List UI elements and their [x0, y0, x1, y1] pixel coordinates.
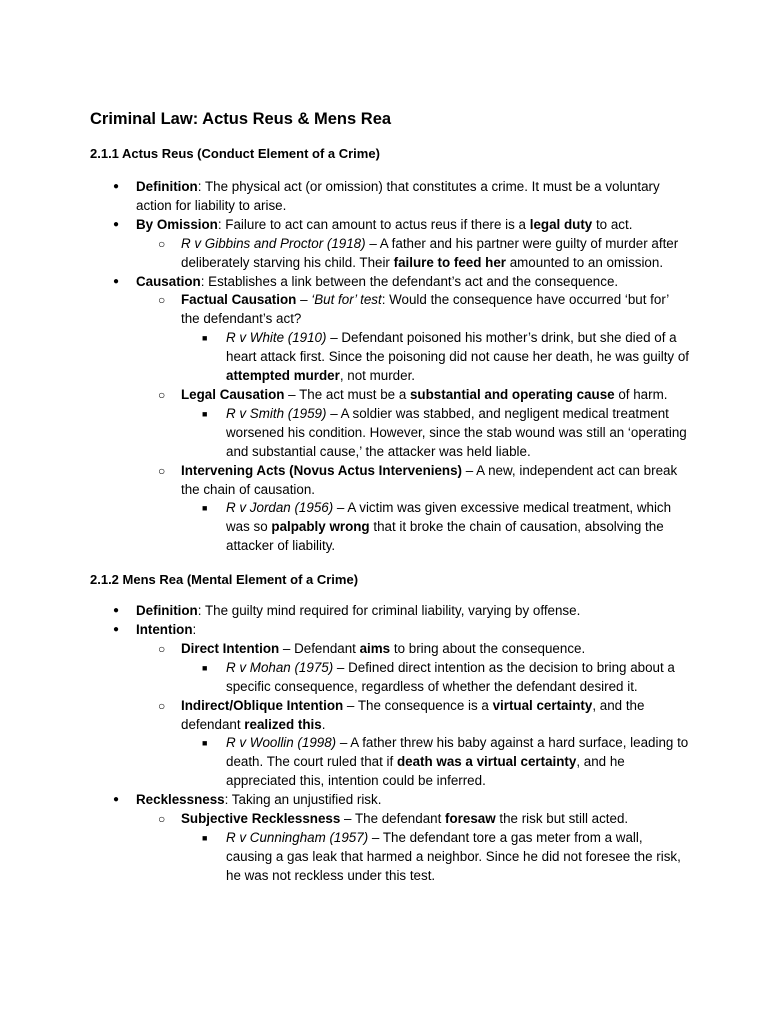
list-item-level-1 [90, 621, 690, 640]
list-item-level-3 [90, 734, 690, 791]
bold-term: aims [359, 640, 391, 656]
list-item-level-2 [90, 235, 690, 273]
text-run: , and the defendant [181, 697, 645, 732]
list-item-level-2 [90, 697, 690, 735]
filled-circle-bullet-icon: ● [113, 794, 120, 806]
document-title: Criminal Law: Actus Reus & Mens Rea [90, 110, 392, 128]
actus-reus-list [90, 178, 690, 556]
text-run: – A father and his partner were guilty of murder after deliberately starving his child. Their [181, 235, 679, 270]
bold-term: failure to feed her [393, 254, 506, 270]
filled-circle-bullet-icon: ● [113, 624, 120, 636]
case-citation: R v Smith (1959) [226, 405, 327, 421]
text-run: , and he appreciated this, intention could be inferred. [226, 754, 625, 789]
hollow-circle-bullet-icon: ○ [158, 236, 166, 251]
mens-rea-list [90, 602, 690, 886]
list-item-level-2 [90, 640, 690, 659]
text-run: the risk but still acted. [495, 811, 629, 827]
text-run: : Establishes a link between the defendant’s act and the consequence. [200, 273, 619, 289]
square-bullet-icon: ■ [202, 662, 208, 673]
hollow-circle-bullet-icon: ○ [158, 387, 166, 402]
text-run: – The defendant [340, 811, 446, 827]
list-item-level-3 [90, 829, 690, 886]
bold-term: legal duty [529, 216, 593, 232]
text-run: that it broke the chain of causation, absolving the attacker of liability. [226, 519, 664, 554]
text-run: – A new, independent act can break the chain of causation. [181, 462, 678, 497]
text-run: . [321, 716, 326, 732]
list-item-level-2 [90, 291, 690, 329]
filled-circle-bullet-icon: ● [113, 181, 120, 192]
text-run: – The defendant tore a gas meter from a wall, causing a gas leak that harmed a neighbor. Since he did not foresee the risk, he was not reckless under this test. [226, 830, 681, 883]
text-run: – Defendant poisoned his mother’s drink, but she died of a heart attack first. Since the poisoning did not cause her death, he was guilty of [226, 330, 689, 365]
text-run: : Failure to act can amount to actus reus if there is a [217, 216, 530, 232]
text-run: – The act must be a [284, 386, 410, 402]
hollow-circle-bullet-icon: ○ [158, 463, 166, 478]
text-run: : Would the consequence have occurred ‘but for’ the defendant’s act? [181, 292, 669, 327]
bold-term: Intervening Acts (Novus Actus Interveniens) [181, 462, 463, 478]
list-item-level-2 [90, 810, 690, 829]
bold-term: By Omission [136, 216, 218, 232]
text-run: of harm. [614, 386, 668, 402]
section-heading-actus-reus: 2.1.1 Actus Reus (Conduct Element of a Crime) [90, 146, 380, 161]
case-citation: R v Cunningham (1957) [226, 830, 369, 845]
hollow-circle-bullet-icon: ○ [158, 698, 166, 713]
case-citation: R v White (1910) [226, 330, 327, 346]
text-run: – The consequence is a [343, 697, 493, 713]
bold-term: substantial and operating cause [409, 386, 615, 402]
bold-term: death was a virtual certainty [396, 754, 577, 770]
filled-circle-bullet-icon: ● [113, 605, 120, 617]
hollow-circle-bullet-icon: ○ [158, 293, 166, 308]
square-bullet-icon: ■ [202, 408, 208, 419]
case-citation: R v Gibbins and Proctor (1918) [181, 235, 366, 251]
list-item-level-2 [90, 386, 690, 405]
text-run: – Defendant [279, 640, 360, 656]
text-run: – A father threw his baby against a hard surface, leading to death. The court ruled that if [226, 735, 689, 770]
bold-term: Indirect/Oblique Intention [181, 697, 344, 713]
case-citation: R v Woollin (1998) [226, 735, 337, 751]
text-run: to act. [592, 216, 633, 232]
bold-term: virtual certainty [492, 697, 593, 713]
hollow-circle-bullet-icon: ○ [158, 641, 166, 656]
square-bullet-icon: ■ [202, 738, 208, 749]
bold-term: Factual Causation [181, 292, 297, 308]
list-item-level-3 [90, 405, 690, 462]
text-run: amounted to an omission. [505, 254, 664, 270]
square-bullet-icon: ■ [202, 333, 208, 344]
case-citation: R v Mohan (1975) [226, 659, 334, 675]
list-item-level-1 [90, 791, 690, 810]
bold-term: Definition [136, 179, 198, 194]
document-body [90, 108, 690, 886]
hollow-circle-bullet-icon: ○ [158, 812, 166, 827]
bold-term: palpably wrong [271, 519, 370, 535]
filled-circle-bullet-icon: ● [113, 218, 120, 230]
list-item-level-2 [90, 462, 690, 500]
square-bullet-icon: ■ [202, 503, 208, 514]
bold-term: Subjective Recklessness [181, 811, 341, 827]
text-run: : The physical act (or omission) that constitutes a crime. It must be a voluntary action for liability to arise. [136, 179, 660, 213]
text-run: : The guilty mind required for criminal liability, varying by offense. [197, 603, 581, 619]
bold-term: realized this [244, 716, 322, 732]
list-item-level-3 [90, 499, 690, 556]
text-run: , not murder. [339, 368, 416, 384]
bold-term: Recklessness [136, 792, 225, 808]
bold-term: Definition [136, 603, 198, 619]
text-run: : [192, 622, 197, 638]
section-heading-mens-rea: 2.1.2 Mens Rea (Mental Element of a Crime) [90, 572, 359, 588]
text-run: – A soldier was stabbed, and negligent medical treatment worsened his condition. However, since the stab wound was still an ‘operating and substantial cause,’ the attacker was held liable. [226, 405, 687, 459]
bold-term: foresaw [445, 811, 496, 827]
list-item-level-1 [90, 178, 690, 216]
bold-term: Causation [136, 273, 201, 289]
text-run: – A victim was given excessive medical treatment, which was so [226, 500, 672, 535]
case-citation: ‘But for’ test [311, 292, 382, 308]
list-item-level-1 [90, 216, 690, 235]
text-run: : Taking an unjustified risk. [224, 792, 382, 808]
bold-term: Direct Intention [181, 640, 280, 656]
text-run: to bring about the consequence. [390, 640, 586, 656]
text-run: – Defined direct intention as the decision to bring about a specific consequence, regardless of whether the defendant desired it. [226, 659, 675, 694]
square-bullet-icon: ■ [202, 833, 208, 843]
list-item-level-1 [90, 273, 690, 292]
bold-term: attempted murder [226, 368, 340, 384]
text-run: – [296, 292, 312, 308]
list-item-level-3 [90, 329, 690, 386]
bold-term: Legal Causation [181, 386, 285, 402]
list-item-level-3 [90, 659, 690, 697]
list-item-level-1 [90, 602, 690, 621]
filled-circle-bullet-icon: ● [113, 275, 120, 287]
case-citation: R v Jordan (1956) [226, 500, 334, 516]
bold-term: Intention [136, 622, 193, 638]
